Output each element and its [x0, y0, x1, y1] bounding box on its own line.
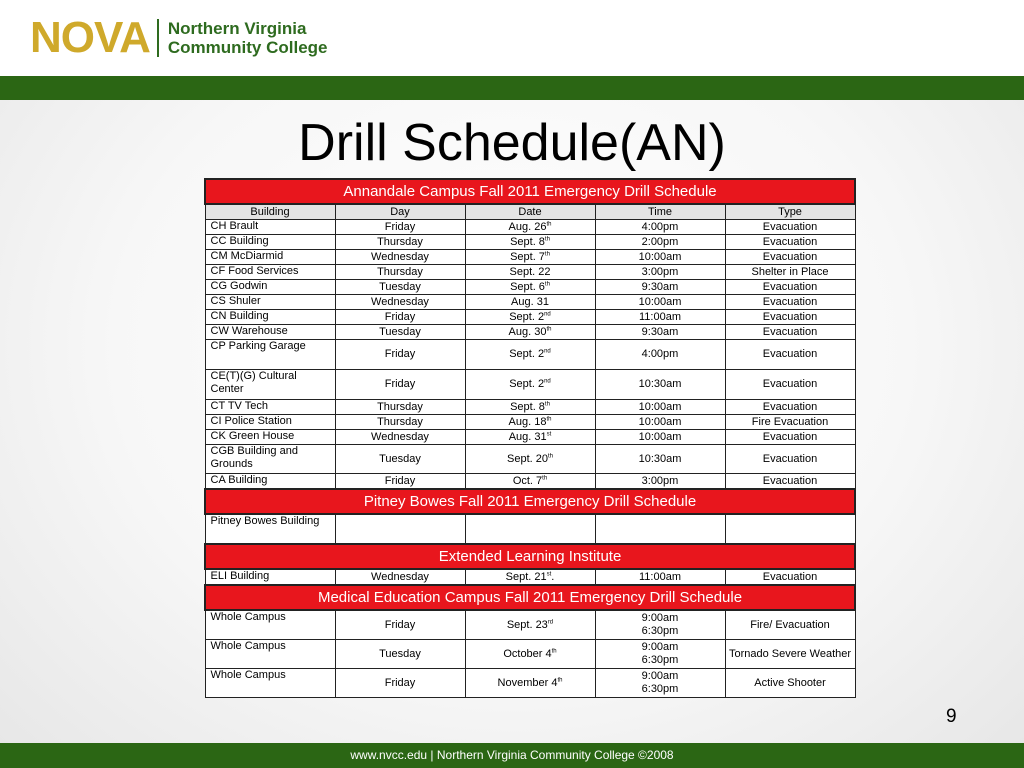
- type-cell: Evacuation: [725, 220, 855, 235]
- time-cell: [595, 370, 725, 400]
- building-cell: CF Food Services: [205, 265, 335, 280]
- table-row: [205, 474, 855, 490]
- time-cell: [595, 445, 725, 474]
- date-text: Sept. 22: [509, 265, 551, 278]
- section-title: Medical Education Campus Fall 2011 Emergency Drill Schedule: [205, 585, 855, 610]
- time-cell: [595, 610, 725, 640]
- footer: www.nvcc.edu | Northern Virginia Community College ©2008: [0, 743, 1024, 768]
- day-cell: Friday: [335, 220, 465, 235]
- time-text: 4:00pm: [641, 220, 679, 233]
- day-cell: Wednesday: [335, 295, 465, 310]
- date-ordinal-suffix: th: [547, 452, 553, 459]
- day-cell: Friday: [335, 370, 465, 400]
- time-text: 9:30am: [641, 325, 679, 338]
- time-text: 10:00am: [638, 430, 682, 443]
- type-cell: Evacuation: [725, 474, 855, 490]
- time-cell: [595, 220, 725, 235]
- date-cell: [465, 235, 595, 250]
- date-text: Sept. 2: [509, 348, 545, 360]
- time-cell: [595, 280, 725, 295]
- day-cell: [335, 514, 465, 544]
- time-cell: [595, 295, 725, 310]
- table-row: [205, 640, 855, 669]
- day-cell: Tuesday: [335, 325, 465, 340]
- date-text: Sept. 7: [510, 250, 545, 263]
- time-text: 10:30am: [638, 378, 682, 390]
- time-cell: [595, 265, 725, 280]
- table-row: [205, 235, 855, 250]
- section-title: Annandale Campus Fall 2011 Emergency Drill Schedule: [205, 179, 855, 204]
- date-cell: [465, 569, 595, 585]
- date-ordinal-suffix: nd: [544, 348, 551, 355]
- time-cell: [595, 340, 725, 370]
- time-text: 9:30am: [641, 280, 679, 293]
- building-cell: Pitney Bowes Building: [205, 514, 335, 544]
- type-cell: [725, 514, 855, 544]
- type-cell: Fire/ Evacuation: [725, 610, 855, 640]
- time-text-second: 6:30pm: [641, 654, 679, 666]
- date-cell: [465, 310, 595, 325]
- date-cell: [465, 265, 595, 280]
- date-text: Aug. 18: [508, 415, 547, 428]
- type-cell: Tornado Severe Weather: [725, 640, 855, 669]
- time-text: 10:00am: [638, 400, 682, 413]
- type-cell: Evacuation: [725, 569, 855, 585]
- column-header: Time: [595, 204, 725, 220]
- time-cell: [595, 669, 725, 698]
- building-cell: Whole Campus: [205, 610, 335, 640]
- section-header-row: [205, 585, 855, 610]
- date-cell: [465, 610, 595, 640]
- date-ordinal-suffix: th: [551, 647, 557, 654]
- date-text: Sept. 8: [510, 235, 545, 248]
- time-cell: [595, 235, 725, 250]
- table-row: [205, 415, 855, 430]
- time-text: 10:30am: [638, 452, 682, 465]
- building-cell: CA Building: [205, 474, 335, 490]
- date-ordinal-suffix: nd: [544, 310, 551, 317]
- day-cell: Wednesday: [335, 430, 465, 445]
- column-header: Building: [205, 204, 335, 220]
- building-cell: Whole Campus: [205, 640, 335, 669]
- column-header: Date: [465, 204, 595, 220]
- nova-logo: [30, 14, 327, 62]
- table-row: [205, 445, 855, 474]
- date-cell: [465, 325, 595, 340]
- table-row: [205, 310, 855, 325]
- date-cell: [465, 430, 595, 445]
- logo-nova-text: NOVA: [30, 13, 150, 62]
- date-text: Aug. 30: [508, 325, 547, 338]
- column-header: Type: [725, 204, 855, 220]
- table-row: [205, 280, 855, 295]
- logo-line-2: Community College: [167, 38, 328, 57]
- table-row: [205, 250, 855, 265]
- date-ordinal-suffix: th: [546, 220, 552, 227]
- date-text: Aug. 26: [508, 220, 547, 233]
- time-cell: [595, 474, 725, 490]
- date-cell: [465, 669, 595, 698]
- table-row: [205, 669, 855, 698]
- building-cell: Whole Campus: [205, 669, 335, 698]
- table-row: [205, 325, 855, 340]
- building-cell: CS Shuler: [205, 295, 335, 310]
- time-text: 9:00am: [641, 670, 679, 682]
- building-cell: CW Warehouse: [205, 325, 335, 340]
- type-cell: Evacuation: [725, 400, 855, 415]
- table-row: [205, 400, 855, 415]
- time-cell: [595, 430, 725, 445]
- time-cell: [595, 514, 725, 544]
- day-cell: Tuesday: [335, 640, 465, 669]
- time-text-second: 6:30pm: [641, 625, 679, 637]
- date-cell: [465, 400, 595, 415]
- day-cell: Friday: [335, 669, 465, 698]
- date-text: Sept. 6: [510, 280, 545, 293]
- day-cell: Friday: [335, 474, 465, 490]
- date-ordinal-suffix: th: [546, 325, 552, 332]
- section-header-row: [205, 544, 855, 569]
- day-cell: Wednesday: [335, 250, 465, 265]
- table-row: [205, 514, 855, 544]
- time-cell: [595, 400, 725, 415]
- time-text: 2:00pm: [641, 235, 679, 248]
- date-ordinal-suffix: rd: [547, 618, 554, 625]
- building-cell: CG Godwin: [205, 280, 335, 295]
- time-text: 9:00am: [641, 641, 679, 653]
- column-header-row: [205, 204, 855, 220]
- date-text: Sept. 21: [505, 570, 547, 583]
- slide-title: Drill Schedule(AN): [298, 114, 726, 172]
- logo-college-name: [168, 19, 328, 57]
- building-cell: CM McDiarmid: [205, 250, 335, 265]
- time-text: 4:00pm: [641, 348, 679, 360]
- day-cell: Friday: [335, 340, 465, 370]
- time-cell: [595, 569, 725, 585]
- drill-schedule-table: [204, 178, 856, 698]
- building-cell: CT TV Tech: [205, 400, 335, 415]
- day-cell: Thursday: [335, 400, 465, 415]
- day-cell: Wednesday: [335, 569, 465, 585]
- time-text: 10:00am: [638, 250, 682, 263]
- date-text: Sept. 2: [509, 310, 545, 323]
- type-cell: Evacuation: [725, 340, 855, 370]
- date-ordinal-suffix: th: [544, 250, 550, 257]
- header: [0, 0, 1024, 76]
- time-text: 11:00am: [639, 310, 681, 323]
- date-cell: [465, 474, 595, 490]
- date-text: Sept. 8: [510, 400, 545, 413]
- table-row: [205, 220, 855, 235]
- date-cell: [465, 640, 595, 669]
- time-cell: [595, 310, 725, 325]
- section-title: Extended Learning Institute: [205, 544, 855, 569]
- building-cell: CK Green House: [205, 430, 335, 445]
- day-cell: Friday: [335, 610, 465, 640]
- logo-line-1: Northern Virginia: [167, 19, 307, 38]
- table-row: [205, 370, 855, 400]
- date-cell: [465, 340, 595, 370]
- type-cell: Evacuation: [725, 370, 855, 400]
- section-title: Pitney Bowes Fall 2011 Emergency Drill Schedule: [205, 489, 855, 514]
- type-cell: Active Shooter: [725, 669, 855, 698]
- date-ordinal-suffix: th: [542, 474, 548, 481]
- date-ordinal-suffix: th: [557, 676, 563, 683]
- table-row: [205, 295, 855, 310]
- date-text: Oct. 7: [512, 474, 543, 487]
- top-green-bar: [0, 76, 1024, 100]
- building-cell: CN Building: [205, 310, 335, 325]
- type-cell: Evacuation: [725, 430, 855, 445]
- table-row: [205, 340, 855, 370]
- day-cell: Friday: [335, 310, 465, 325]
- date-cell: [465, 280, 595, 295]
- building-cell: CP Parking Garage: [205, 340, 335, 370]
- date-ordinal-suffix: nd: [544, 378, 551, 385]
- day-cell: Tuesday: [335, 445, 465, 474]
- date-text: Sept. 20: [507, 452, 548, 465]
- type-cell: Evacuation: [725, 325, 855, 340]
- type-cell: Shelter in Place: [725, 265, 855, 280]
- section-header-row: [205, 179, 855, 204]
- building-cell: CGB Building and Grounds: [205, 445, 335, 474]
- date-cell: [465, 514, 595, 544]
- date-text: Aug. 31: [508, 430, 547, 443]
- building-cell: ELI Building: [205, 569, 335, 585]
- date-ordinal-suffix: th: [544, 235, 550, 242]
- time-text: 10:00am: [638, 415, 682, 428]
- page-number: 9: [946, 706, 957, 727]
- building-cell: CE(T)(G) Cultural Center: [205, 370, 335, 400]
- time-cell: [595, 640, 725, 669]
- day-cell: Tuesday: [335, 280, 465, 295]
- time-cell: [595, 325, 725, 340]
- day-cell: Thursday: [335, 415, 465, 430]
- section-header-row: [205, 489, 855, 514]
- table-row: [205, 430, 855, 445]
- time-cell: [595, 415, 725, 430]
- date-text: October 4: [503, 647, 552, 660]
- building-cell: CC Building: [205, 235, 335, 250]
- date-cell: [465, 370, 595, 400]
- date-text: November 4: [497, 676, 558, 689]
- time-text-second: 6:30pm: [641, 683, 679, 695]
- date-cell: [465, 445, 595, 474]
- day-cell: Thursday: [335, 265, 465, 280]
- type-cell: Evacuation: [725, 310, 855, 325]
- time-cell: [595, 250, 725, 265]
- date-text: Aug. 31: [511, 295, 549, 308]
- building-cell: CI Police Station: [205, 415, 335, 430]
- date-cell: [465, 415, 595, 430]
- date-punctuation: .: [551, 570, 555, 583]
- date-ordinal-suffix: st: [546, 570, 552, 577]
- date-ordinal-suffix: st: [546, 430, 552, 437]
- type-cell: Evacuation: [725, 445, 855, 474]
- type-cell: Fire Evacuation: [725, 415, 855, 430]
- column-header: Day: [335, 204, 465, 220]
- date-ordinal-suffix: th: [544, 280, 550, 287]
- date-text: Sept. 2: [509, 378, 545, 390]
- type-cell: Evacuation: [725, 235, 855, 250]
- type-cell: Evacuation: [725, 250, 855, 265]
- type-cell: Evacuation: [725, 295, 855, 310]
- time-text: 3:00pm: [641, 265, 679, 278]
- table-row: [205, 265, 855, 280]
- building-cell: CH Brault: [205, 220, 335, 235]
- table-row: [205, 610, 855, 640]
- time-text: 3:00pm: [641, 474, 679, 487]
- date-cell: [465, 250, 595, 265]
- day-cell: Thursday: [335, 235, 465, 250]
- logo-divider: [157, 19, 159, 57]
- date-cell: [465, 220, 595, 235]
- table-row: [205, 569, 855, 585]
- time-text: 11:00am: [639, 570, 681, 583]
- date-text: Sept. 23: [506, 618, 548, 631]
- date-ordinal-suffix: th: [544, 400, 550, 407]
- date-ordinal-suffix: th: [546, 415, 552, 422]
- time-text: 10:00am: [638, 295, 682, 308]
- date-cell: [465, 295, 595, 310]
- type-cell: Evacuation: [725, 280, 855, 295]
- time-text: 9:00am: [641, 612, 679, 624]
